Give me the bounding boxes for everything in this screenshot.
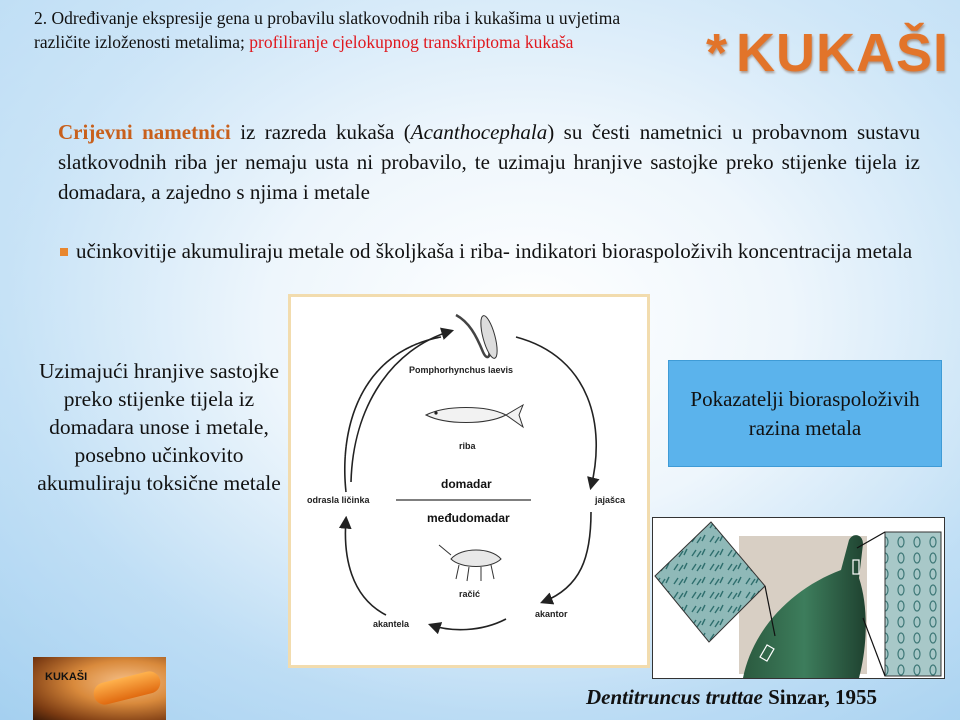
cycle-arc-bottom-left xyxy=(345,519,386,615)
microscopy-caption xyxy=(586,685,877,710)
label-fish: riba xyxy=(459,441,476,451)
crustacean-drawing xyxy=(451,550,501,567)
label-acanthor: akantor xyxy=(535,609,568,619)
label-host: domadar xyxy=(441,477,492,491)
microscopy-image xyxy=(652,517,945,679)
title-star-icon: * xyxy=(706,23,729,83)
cycle-arc-left-up xyxy=(351,331,451,482)
subtitle-red-text: profiliranje cjelokupnog transkriptoma kukaša xyxy=(249,32,574,52)
thumbnail-worm xyxy=(91,669,162,707)
cycle-arc-bottom-right xyxy=(543,512,591,602)
kukasi-thumbnail xyxy=(33,657,166,720)
cycle-arc-bottom xyxy=(431,619,506,630)
life-cycle-diagram xyxy=(288,294,650,668)
paragraph-highlight: Crijevni nametnici xyxy=(58,120,231,144)
microscopy-drawing xyxy=(653,518,944,678)
caption-species: Dentitruncus truttae xyxy=(586,685,763,709)
bullet-point xyxy=(58,236,920,266)
label-crustacean: račić xyxy=(459,589,481,599)
slide-title xyxy=(706,22,949,84)
label-species: Pomphorhynchus laevis xyxy=(409,365,514,375)
fish-drawing xyxy=(426,408,506,423)
caption-author: Sinzar, 1955 xyxy=(762,685,877,709)
cycle-arc-top-right xyxy=(516,337,596,487)
spines-inset-right xyxy=(885,532,941,676)
paragraph-part2: ) su česti nametnici u probavnom sustavu slatkovodnih riba jer nemaju usta ni probavilo, te uzimaju hranjive sastojke preko stijenke tijela iz domadara, a zajedno s njima i metale xyxy=(58,120,920,204)
label-eggs: jajašca xyxy=(595,495,626,505)
title-text: KUKAŠI xyxy=(736,23,950,83)
label-intermediate-host: međudomadar xyxy=(427,511,510,525)
paragraph-part1: iz razreda kukaša ( xyxy=(230,120,411,144)
bullet-text: učinkovitije akumuliraju metale od školjkaša i riba- indikatori bioraspoloživih koncentracija metala xyxy=(76,239,913,263)
main-paragraph xyxy=(58,117,920,207)
indicator-box: Pokazatelji bioraspoloživih razina metala xyxy=(668,360,942,467)
left-description: Uzimajući hranjive sastojke preko stijenke tijela iz domadara unose i metale, posebno učinkovito akumuliraju toksične metale xyxy=(37,359,281,495)
label-acanthella: akantela xyxy=(373,619,410,629)
paragraph-italic: Acanthocephala xyxy=(410,120,548,144)
bullet-square-icon xyxy=(60,248,68,256)
slide-subtitle xyxy=(34,6,654,54)
subtitle-black-text: 2. Određivanje ekspresije gena u probavilu slatkovodnih riba i kukašima u uvjetima različite izloženosti metalima; xyxy=(34,8,621,52)
thumbnail-label: KUKAŠI xyxy=(45,671,88,683)
label-adult: odrasla ličinka xyxy=(307,495,370,505)
